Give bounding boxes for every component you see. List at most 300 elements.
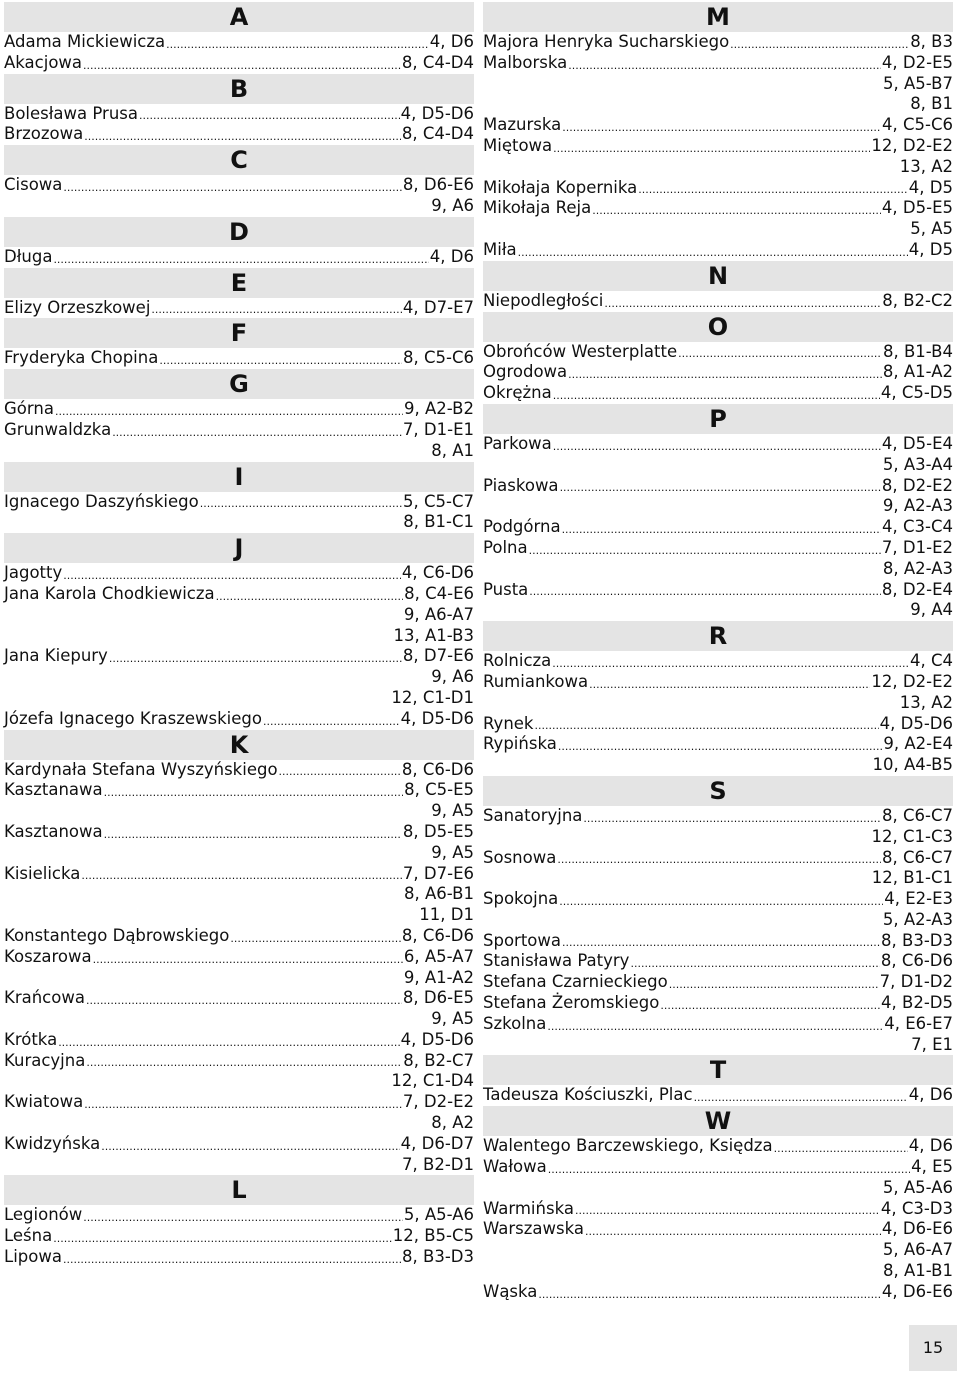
dot-leader — [63, 1247, 401, 1268]
map-reference: 12, B5-C5 — [392, 1226, 474, 1246]
dot-leader — [263, 709, 400, 730]
map-reference: 7, D2-E2 — [402, 1092, 474, 1112]
map-reference-continued: 9, A5 — [431, 842, 474, 862]
map-reference: 9, A2-B2 — [404, 399, 474, 419]
dot-leader — [216, 584, 403, 605]
map-reference: 8, C4-D4 — [401, 52, 474, 72]
letter-header: T — [483, 1055, 953, 1085]
map-reference-continued: 7, E1 — [911, 1034, 953, 1054]
street-name: Mazurska — [483, 115, 562, 135]
map-reference-continued: 9, A5 — [431, 1009, 474, 1029]
map-reference: 8, B3 — [910, 32, 953, 51]
map-reference: 4, D5-D6 — [879, 713, 953, 733]
street-name: Rypińska — [483, 734, 557, 754]
street-name: Stefana Żeromskiego — [483, 993, 660, 1013]
map-reference: 4, D5-E5 — [881, 198, 953, 218]
map-reference: 8, D2-E2 — [881, 475, 953, 495]
street-entry — [4, 53, 474, 74]
street-name: Stefana Czarnieckiego — [483, 972, 668, 992]
street-name: Miła — [483, 239, 517, 259]
dot-leader — [589, 672, 870, 693]
street-name: Sosnowa — [483, 847, 557, 867]
map-reference: 4, E6-E7 — [884, 1013, 953, 1033]
street-entry — [4, 1134, 474, 1155]
street-entry — [4, 1247, 474, 1268]
street-name: Kardynała Stefana Wyszyńskiego — [4, 759, 278, 779]
map-reference-continued: 8, A1-B1 — [883, 1261, 953, 1281]
map-reference: 8, C6-D6 — [401, 759, 474, 779]
dot-leader — [547, 1014, 883, 1035]
street-name: Jagotty — [4, 563, 63, 583]
street-entry — [4, 780, 474, 801]
dot-leader — [604, 291, 881, 312]
dot-leader — [53, 247, 428, 268]
map-reference: 4, C3-D3 — [880, 1198, 953, 1218]
street-entry — [4, 563, 474, 584]
street-name: Kwidzyńska — [4, 1133, 101, 1153]
street-name: Jana Kiepury — [4, 646, 108, 666]
street-name: Tadeusza Kościuszki, Plac — [483, 1085, 693, 1105]
dot-leader — [279, 760, 401, 781]
page-number: 15 — [909, 1325, 957, 1371]
map-reference: 4, C5-C6 — [882, 115, 953, 135]
dot-leader — [93, 947, 403, 968]
street-entry — [483, 1199, 953, 1220]
street-name: Wałowa — [483, 1157, 547, 1177]
dot-leader — [84, 124, 401, 145]
map-reference: 8, B3-D3 — [402, 1247, 474, 1267]
map-reference-continued: 8, A2 — [431, 1113, 474, 1133]
dot-leader — [535, 714, 879, 735]
street-entry — [483, 889, 953, 910]
street-name: Majora Henryka Sucharskiego — [483, 32, 730, 51]
street-name: Konstantego Dąbrowskiego — [4, 925, 230, 945]
dot-leader — [552, 651, 909, 672]
letter-header: M — [483, 2, 953, 32]
street-entry — [4, 420, 474, 441]
street-entry — [483, 517, 953, 538]
street-name: Ignacego Daszyńskiego — [4, 491, 199, 511]
map-reference: 4, D5 — [908, 239, 953, 259]
map-reference: 4, C3-C4 — [882, 517, 953, 537]
street-name: Cisowa — [4, 175, 63, 195]
street-entry — [483, 806, 953, 827]
street-entry — [483, 672, 953, 693]
street-name: Sportowa — [483, 930, 561, 950]
map-reference-continued: 5, A5-B7 — [883, 73, 953, 93]
street-name: Malborska — [483, 52, 568, 72]
street-entry — [4, 584, 474, 605]
dot-leader — [585, 1219, 881, 1240]
letter-header: L — [4, 1175, 474, 1205]
street-entry — [483, 136, 953, 157]
street-entry — [483, 362, 953, 383]
map-reference: 8, D6-E6 — [402, 175, 474, 195]
street-name: Górna — [4, 399, 54, 419]
street-entry — [4, 32, 474, 53]
letter-header: I — [4, 462, 474, 492]
street-entry — [483, 1014, 953, 1035]
dot-leader — [548, 1157, 910, 1178]
street-entry — [483, 1085, 953, 1106]
map-reference: 12, D2-E2 — [871, 135, 953, 155]
street-name: Kisielicka — [4, 863, 81, 883]
dot-leader — [557, 848, 881, 869]
street-entry — [483, 383, 953, 404]
map-reference-continued: 9, A2-A3 — [882, 496, 953, 516]
map-reference: 7, D1-D2 — [879, 972, 953, 992]
map-reference: 4, D5-D6 — [400, 103, 474, 123]
dot-leader — [562, 931, 880, 952]
dot-leader — [678, 342, 882, 363]
map-reference: 8, C6-D6 — [880, 951, 953, 971]
dot-leader — [730, 32, 909, 53]
street-name: Koszarowa — [4, 946, 92, 966]
dot-leader — [86, 988, 402, 1009]
dot-leader — [139, 104, 400, 125]
dot-leader — [568, 53, 881, 74]
street-name: Kuracyjna — [4, 1050, 86, 1070]
street-name: Sanatoryjna — [483, 805, 583, 825]
map-reference: 4, C6-D6 — [401, 563, 474, 583]
street-entry — [483, 1282, 953, 1303]
dot-leader — [560, 476, 881, 497]
map-reference-continued: 5, A5 — [910, 219, 953, 239]
letter-header: B — [4, 74, 474, 104]
street-name: Rynek — [483, 713, 534, 733]
dot-leader — [200, 492, 402, 513]
letter-header: J — [4, 533, 474, 563]
street-entry — [4, 864, 474, 885]
street-entry — [483, 1136, 953, 1157]
map-reference: 8, D7-E6 — [402, 646, 474, 666]
street-entry — [4, 104, 474, 125]
map-reference: 4, D6 — [429, 246, 474, 266]
map-reference-continued: 9, A6 — [431, 195, 474, 215]
dot-leader — [518, 240, 908, 261]
dot-leader — [104, 780, 403, 801]
street-entry — [483, 1219, 953, 1240]
street-entry — [4, 1030, 474, 1051]
map-reference: 4, E2-E3 — [884, 889, 953, 909]
dot-leader — [669, 972, 879, 993]
dot-leader — [58, 1030, 399, 1051]
map-reference: 8, C6-D6 — [401, 925, 474, 945]
index-column-left — [4, 2, 474, 1268]
map-reference: 4, C5-D5 — [880, 383, 953, 403]
street-entry — [4, 175, 474, 196]
street-entry — [483, 434, 953, 455]
street-entry — [4, 124, 474, 145]
street-entry — [483, 993, 953, 1014]
map-reference-continued: 8, A6-B1 — [404, 884, 474, 904]
map-reference: 8, C6-C7 — [882, 847, 953, 867]
street-entry — [4, 947, 474, 968]
map-reference: 4, D5-D6 — [400, 708, 474, 728]
street-name: Kwiatowa — [4, 1092, 84, 1112]
dot-leader — [592, 198, 881, 219]
dot-leader — [538, 1282, 881, 1303]
letter-header: K — [4, 730, 474, 760]
street-entry — [4, 399, 474, 420]
map-reference-continued: 8, B1-C1 — [403, 512, 474, 532]
letter-header: E — [4, 268, 474, 298]
street-name: Kasztanowa — [4, 821, 103, 841]
street-entry — [483, 580, 953, 601]
street-entry — [483, 651, 953, 672]
dot-leader — [166, 32, 429, 53]
street-name: Szkolna — [483, 1013, 547, 1033]
dot-leader — [53, 1226, 391, 1247]
street-name: Podgórna — [483, 517, 561, 537]
street-entry — [483, 115, 953, 136]
map-reference-continued: 5, A2-A3 — [882, 909, 953, 929]
letter-header: F — [4, 318, 474, 348]
street-entry — [4, 1092, 474, 1113]
street-name: Rolnicza — [483, 651, 552, 671]
street-name: Brzozowa — [4, 124, 84, 144]
map-reference-continued: 9, A4 — [910, 600, 953, 620]
dot-leader — [583, 806, 881, 827]
dot-leader — [151, 298, 402, 319]
letter-header: R — [483, 621, 953, 651]
street-name: Kasztanawa — [4, 780, 103, 800]
street-name: Krótka — [4, 1029, 58, 1049]
map-reference-continued: 9, A6 — [431, 667, 474, 687]
map-reference: 8, C5-E5 — [404, 780, 474, 800]
street-name: Akacjowa — [4, 52, 83, 72]
map-reference: 5, A5-A6 — [403, 1205, 474, 1225]
map-reference-continued: 8, A2-A3 — [882, 558, 953, 578]
map-reference: 8, C4-E6 — [404, 583, 474, 603]
street-entry — [4, 760, 474, 781]
map-reference: 6, A5-A7 — [403, 946, 474, 966]
street-entry — [483, 1157, 953, 1178]
map-reference-continued: 12, C1-D1 — [391, 687, 474, 707]
dot-leader — [660, 993, 880, 1014]
street-entry — [483, 734, 953, 755]
street-entry — [4, 247, 474, 268]
letter-header: D — [4, 217, 474, 247]
map-reference: 9, A2-E4 — [883, 734, 953, 754]
street-name: Jana Karola Chodkiewicza — [4, 583, 215, 603]
street-name: Elizy Orzeszkowej — [4, 297, 151, 317]
map-reference-continued: 9, A5 — [431, 801, 474, 821]
map-reference-continued: 9, A1-A2 — [403, 967, 474, 987]
map-reference: 4, D6-E6 — [881, 1219, 953, 1239]
dot-leader — [529, 538, 881, 559]
dot-leader — [575, 1199, 880, 1220]
street-entry — [483, 240, 953, 261]
map-reference: 4, D7-E7 — [402, 297, 474, 317]
dot-leader — [104, 822, 402, 843]
map-reference: 4, D6-D7 — [400, 1133, 474, 1153]
index-column-right — [483, 2, 953, 1303]
letter-header: P — [483, 404, 953, 434]
street-entry — [483, 951, 953, 972]
letter-header: O — [483, 312, 953, 342]
map-reference: 4, D6-E6 — [881, 1281, 953, 1301]
map-reference: 8, D6-E5 — [402, 988, 474, 1008]
street-entry — [483, 972, 953, 993]
street-name: Rumiankowa — [483, 671, 589, 691]
map-reference: 5, C5-C7 — [403, 491, 474, 511]
street-name: Parkowa — [483, 433, 552, 453]
street-entry — [4, 822, 474, 843]
street-name: Mikołaja Kopernika — [483, 177, 638, 197]
dot-leader — [112, 420, 402, 441]
street-entry — [483, 342, 953, 363]
street-name: Stanisława Patyry — [483, 951, 630, 971]
map-reference: 8, D5-E5 — [402, 821, 474, 841]
street-entry — [483, 53, 953, 74]
dot-leader — [84, 1092, 402, 1113]
street-entry — [4, 1205, 474, 1226]
map-reference: 4, B2-D5 — [881, 993, 953, 1013]
map-reference-continued: 13, A2 — [899, 156, 953, 176]
dot-leader — [694, 1085, 908, 1106]
dot-leader — [83, 53, 401, 74]
street-name: Ogrodowa — [483, 362, 568, 382]
street-name: Spokojna — [483, 889, 559, 909]
map-reference: 4, D6 — [429, 32, 474, 51]
map-reference: 8, C6-C7 — [882, 805, 953, 825]
dot-leader — [558, 734, 883, 755]
dot-leader — [63, 175, 402, 196]
street-entry — [4, 298, 474, 319]
letter-header: A — [4, 2, 474, 32]
dot-leader — [109, 646, 402, 667]
street-name: Polna — [483, 537, 528, 557]
street-entry — [483, 848, 953, 869]
dot-leader — [562, 115, 881, 136]
dot-leader — [86, 1051, 402, 1072]
map-reference: 7, D1-E1 — [402, 419, 474, 439]
map-reference: 4, D6 — [908, 1085, 953, 1105]
dot-leader — [630, 951, 879, 972]
street-name: Legionów — [4, 1205, 83, 1225]
street-entry — [483, 714, 953, 735]
dot-leader — [81, 864, 402, 885]
map-reference: 8, B1-B4 — [883, 341, 953, 361]
street-name: Grunwaldzka — [4, 419, 112, 439]
street-entry — [4, 492, 474, 513]
street-name: Długa — [4, 246, 53, 266]
map-reference-continued: 12, B1-C1 — [871, 868, 953, 888]
dot-leader — [83, 1205, 403, 1226]
dot-leader — [553, 136, 870, 157]
street-name: Mikołaja Reja — [483, 198, 592, 218]
street-name: Wąska — [483, 1281, 538, 1301]
dot-leader — [638, 178, 908, 199]
map-reference-continued: 11, D1 — [419, 905, 474, 925]
street-entry — [4, 709, 474, 730]
map-reference: 4, D5 — [908, 177, 953, 197]
map-reference-continued: 5, A3-A4 — [882, 454, 953, 474]
dot-leader — [159, 348, 402, 369]
dot-leader — [529, 580, 881, 601]
map-reference: 7, D7-E6 — [402, 863, 474, 883]
letter-header: S — [483, 776, 953, 806]
street-name: Okrężna — [483, 383, 552, 403]
dot-leader — [101, 1134, 399, 1155]
letter-header: W — [483, 1106, 953, 1136]
map-reference: 8, C5-C6 — [403, 348, 474, 368]
street-entry — [483, 291, 953, 312]
map-reference: 8, B3-D3 — [881, 930, 953, 950]
street-name: Warmińska — [483, 1198, 574, 1218]
dot-leader — [63, 563, 401, 584]
map-reference: 8, B2-C2 — [882, 290, 953, 310]
map-reference: 4, D2-E5 — [881, 52, 953, 72]
street-entry — [4, 646, 474, 667]
street-entry — [4, 1051, 474, 1072]
dot-leader — [562, 517, 881, 538]
map-reference: 8, C4-D4 — [401, 124, 474, 144]
street-entry — [483, 931, 953, 952]
street-entry — [4, 348, 474, 369]
map-reference-continued: 13, A2 — [899, 692, 953, 712]
street-name: Piaskowa — [483, 475, 559, 495]
dot-leader — [568, 362, 882, 383]
street-name: Krańcowa — [4, 988, 85, 1008]
street-entry — [483, 476, 953, 497]
street-entry — [4, 926, 474, 947]
street-entry — [483, 178, 953, 199]
street-entry — [483, 538, 953, 559]
map-reference: 8, B2-C7 — [403, 1050, 474, 1070]
dot-leader — [553, 383, 880, 404]
street-name: Adama Mickiewicza — [4, 32, 166, 51]
map-reference-continued: 12, C1-C3 — [871, 826, 953, 846]
map-reference-continued: 10, A4-B5 — [872, 755, 953, 775]
street-entry — [4, 1226, 474, 1247]
dot-leader — [774, 1136, 908, 1157]
street-name: Niepodległości — [483, 290, 604, 310]
street-name: Miętowa — [483, 135, 553, 155]
street-name: Fryderyka Chopina — [4, 348, 159, 368]
street-entry — [483, 198, 953, 219]
map-reference-continued: 8, A1 — [431, 440, 474, 460]
street-name: Leśna — [4, 1226, 53, 1246]
map-reference: 4, D6 — [908, 1136, 953, 1156]
street-entry — [4, 988, 474, 1009]
map-reference: 8, A1-A2 — [882, 362, 953, 382]
letter-header: G — [4, 369, 474, 399]
dot-leader — [559, 889, 883, 910]
street-name: Lipowa — [4, 1247, 62, 1267]
map-reference: 4, C4 — [909, 651, 953, 671]
map-reference-continued: 13, A1-B3 — [393, 625, 474, 645]
map-reference-continued: 5, A6-A7 — [882, 1240, 953, 1260]
street-name: Józefa Ignacego Kraszewskiego — [4, 708, 262, 728]
street-name: Warszawska — [483, 1219, 584, 1239]
map-reference: 12, D2-E2 — [871, 671, 953, 691]
map-reference: 4, D5-E4 — [881, 433, 953, 453]
street-name: Walentego Barczewskiego, Księdza — [483, 1136, 773, 1156]
map-reference-continued: 8, B1 — [910, 94, 953, 114]
street-entry — [483, 32, 953, 53]
dot-leader — [553, 434, 881, 455]
street-name: Obrońców Westerplatte — [483, 341, 678, 361]
map-reference-continued: 5, A5-A6 — [882, 1177, 953, 1197]
letter-header: C — [4, 145, 474, 175]
letter-header: N — [483, 261, 953, 291]
map-reference: 7, D1-E2 — [881, 537, 953, 557]
map-reference: 4, D5-D6 — [400, 1029, 474, 1049]
map-reference-continued: 9, A6-A7 — [403, 604, 474, 624]
street-name: Pusta — [483, 579, 529, 599]
